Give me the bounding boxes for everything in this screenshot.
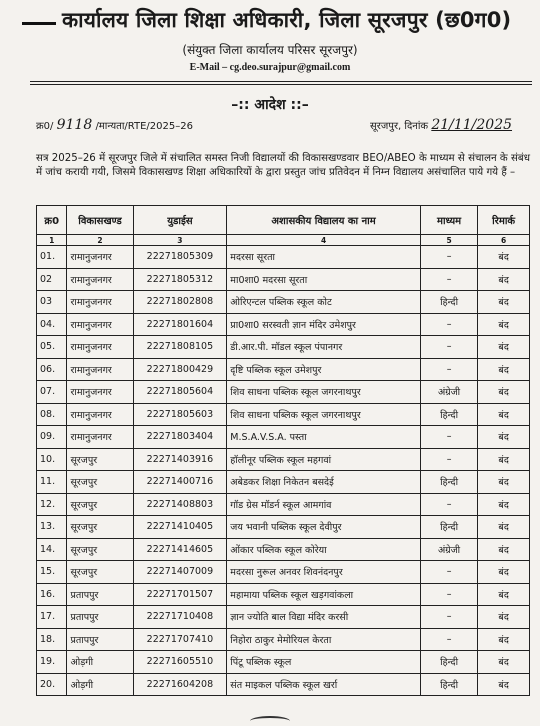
row-medium: – xyxy=(420,606,477,629)
table-row xyxy=(37,628,530,651)
row-sn: 03 xyxy=(37,291,67,314)
row-block: ओड़गी xyxy=(67,651,133,674)
row-sn: 19. xyxy=(37,651,67,674)
row-sn: 18. xyxy=(37,628,67,651)
row-medium: – xyxy=(420,358,477,381)
row-remark: बंद xyxy=(478,381,530,404)
closed-schools-table xyxy=(36,205,530,696)
col-number: 4 xyxy=(227,235,421,246)
table-row xyxy=(37,583,530,606)
row-udise: 22271407009 xyxy=(133,561,227,584)
row-block: रामानुजनगर xyxy=(67,246,133,269)
row-block: ओड़गी xyxy=(67,673,133,696)
row-sn: 10. xyxy=(37,448,67,471)
table-row xyxy=(37,651,530,674)
row-udise: 22271410405 xyxy=(133,516,227,539)
order-heading: –:: आदेश ::– xyxy=(231,97,309,113)
row-remark: बंद xyxy=(478,471,530,494)
table-row xyxy=(37,426,530,449)
col-header-udise: युडाईस xyxy=(133,206,227,235)
col-header-school-name: अशासकीय विद्यालय का नाम xyxy=(227,206,421,235)
row-school-name: मदरसा नुरूल अनवर शिवनंदनपुर xyxy=(227,561,421,584)
row-udise: 22271604208 xyxy=(133,673,227,696)
col-header-block: विकासखण्ड xyxy=(67,206,133,235)
row-udise: 22271808105 xyxy=(133,336,227,359)
row-block: सूरजपुर xyxy=(67,471,133,494)
row-block: प्रतापपुर xyxy=(67,606,133,629)
row-remark: बंद xyxy=(478,628,530,651)
row-sn: 09. xyxy=(37,426,67,449)
row-udise: 22271403916 xyxy=(133,448,227,471)
table-row xyxy=(37,561,530,584)
col-header-remark: रिमार्क xyxy=(478,206,530,235)
row-block: रामानुजनगर xyxy=(67,403,133,426)
row-block: सूरजपुर xyxy=(67,516,133,539)
row-sn: 12. xyxy=(37,493,67,516)
order-date xyxy=(370,117,512,133)
table-row xyxy=(37,381,530,404)
col-number: 1 xyxy=(37,235,67,246)
office-title: कार्यालय जिला शिक्षा अधिकारी, जिला सूरजपुर (छ0ग0) xyxy=(62,8,512,32)
table-row xyxy=(37,291,530,314)
row-medium: – xyxy=(420,628,477,651)
header-dash xyxy=(22,22,56,25)
row-remark: बंद xyxy=(478,493,530,516)
row-udise: 22271805312 xyxy=(133,268,227,291)
table-row xyxy=(37,313,530,336)
row-block: रामानुजनगर xyxy=(67,358,133,381)
table-row xyxy=(37,673,530,696)
row-remark: बंद xyxy=(478,651,530,674)
row-udise: 22271710408 xyxy=(133,606,227,629)
row-udise: 22271803404 xyxy=(133,426,227,449)
row-school-name: अबेडकर शिक्षा निकेतन बसदेई xyxy=(227,471,421,494)
row-remark: बंद xyxy=(478,358,530,381)
table-row xyxy=(37,336,530,359)
col-header-medium: माध्यम xyxy=(420,206,477,235)
row-remark: बंद xyxy=(478,403,530,426)
row-block: प्रतापपुर xyxy=(67,583,133,606)
row-remark: बंद xyxy=(478,606,530,629)
row-udise: 22271400716 xyxy=(133,471,227,494)
row-school-name: ओरिएन्टल पब्लिक स्कूल कोट xyxy=(227,291,421,314)
row-sn: 14. xyxy=(37,538,67,561)
row-school-name: संत माइकल पब्लिक स्कूल खर्रा xyxy=(227,673,421,696)
row-school-name: प्रा0शा0 सरस्वती ज्ञान मंदिर उमेशपुर xyxy=(227,313,421,336)
row-medium: हिन्दी xyxy=(420,651,477,674)
row-remark: बंद xyxy=(478,673,530,696)
row-remark: बंद xyxy=(478,336,530,359)
row-medium: – xyxy=(420,336,477,359)
row-medium: हिन्दी xyxy=(420,471,477,494)
col-header-sn: क्र0 xyxy=(37,206,67,235)
table-row xyxy=(37,358,530,381)
row-block: सूरजपुर xyxy=(67,538,133,561)
date-value: 21/11/2025 xyxy=(431,117,513,133)
row-school-name: हॉलीनूर पब्लिक स्कूल महगवां xyxy=(227,448,421,471)
table-row xyxy=(37,403,530,426)
row-remark: बंद xyxy=(478,583,530,606)
row-sn: 01. xyxy=(37,246,67,269)
row-udise: 22271805309 xyxy=(133,246,227,269)
col-number: 2 xyxy=(67,235,133,246)
table-row xyxy=(37,538,530,561)
row-medium: – xyxy=(420,246,477,269)
row-sn: 13. xyxy=(37,516,67,539)
row-udise: 22271701507 xyxy=(133,583,227,606)
row-school-name: ओंकार पब्लिक स्कूल कोरेया xyxy=(227,538,421,561)
row-remark: बंद xyxy=(478,313,530,336)
row-sn: 06. xyxy=(37,358,67,381)
row-medium: अंग्रेजी xyxy=(420,538,477,561)
date-prefix: सूरजपुर, दिनांक xyxy=(370,121,429,132)
row-remark: बंद xyxy=(478,291,530,314)
signature-mark-fragment xyxy=(250,716,290,726)
row-remark: बंद xyxy=(478,448,530,471)
row-block: रामानुजनगर xyxy=(67,291,133,314)
table-row xyxy=(37,471,530,494)
row-school-name: दृष्टि पब्लिक स्कूल उमेशपुर xyxy=(227,358,421,381)
table-column-numbers xyxy=(37,235,530,246)
row-medium: – xyxy=(420,583,477,606)
row-udise: 22271805604 xyxy=(133,381,227,404)
row-remark: बंद xyxy=(478,246,530,269)
header-rule xyxy=(30,81,532,82)
table-row xyxy=(37,516,530,539)
order-body-text: सत्र 2025–26 में सूरजपुर जिले में संचालित समस्त निजी विद्यालयों की विकासखण्डवार BEO/ABEO के माध्यम से संचालन के संबंध में जांच करायी गयी, जिसमे विकासखण्ड शिक्षा अधिकारियों के द्वारा प्रस्तुत जांच प्रतिवेदन में निम्न विद्यालय असंचालित पाये गये हैं – xyxy=(36,153,530,178)
row-medium: – xyxy=(420,493,477,516)
row-block: सूरजपुर xyxy=(67,561,133,584)
row-medium: – xyxy=(420,313,477,336)
row-school-name: शिव साधना पब्लिक स्कूल जगरनाथपुर xyxy=(227,381,421,404)
row-udise: 22271802808 xyxy=(133,291,227,314)
row-medium: हिन्दी xyxy=(420,403,477,426)
row-medium: – xyxy=(420,268,477,291)
table-row xyxy=(37,268,530,291)
row-sn: 05. xyxy=(37,336,67,359)
row-remark: बंद xyxy=(478,538,530,561)
row-school-name: पिंटू पब्लिक स्कूल xyxy=(227,651,421,674)
table-row xyxy=(37,606,530,629)
row-sn: 02 xyxy=(37,268,67,291)
row-udise: 22271800429 xyxy=(133,358,227,381)
office-subtitle: (संयुक्त जिला कार्यालय परिसर सूरजपुर) xyxy=(182,43,358,57)
row-school-name: M.S.A.V.S.A. पस्ता xyxy=(227,426,421,449)
header-rule-second xyxy=(30,84,532,85)
row-sn: 15. xyxy=(37,561,67,584)
row-block: रामानुजनगर xyxy=(67,426,133,449)
table-row xyxy=(37,493,530,516)
row-school-name: जय भवानी पब्लिक स्कूल देवीपुर xyxy=(227,516,421,539)
row-medium: – xyxy=(420,448,477,471)
row-sn: 08. xyxy=(37,403,67,426)
col-number: 6 xyxy=(478,235,530,246)
row-school-name: ज्ञान ज्योति बाल विद्या मंदिर करसी xyxy=(227,606,421,629)
row-remark: बंद xyxy=(478,426,530,449)
row-block: रामानुजनगर xyxy=(67,268,133,291)
row-udise: 22271707410 xyxy=(133,628,227,651)
row-udise: 22271801604 xyxy=(133,313,227,336)
table-row xyxy=(37,448,530,471)
office-email: E-Mail – cg.deo.surajpur@gmail.com xyxy=(189,62,351,73)
row-block: सूरजपुर xyxy=(67,493,133,516)
row-block: प्रतापपुर xyxy=(67,628,133,651)
row-sn: 04. xyxy=(37,313,67,336)
row-block: रामानुजनगर xyxy=(67,336,133,359)
row-medium: हिन्दी xyxy=(420,516,477,539)
row-block: रामानुजनगर xyxy=(67,381,133,404)
row-school-name: महामाया पब्लिक स्कूल खड़गवांकला xyxy=(227,583,421,606)
row-remark: बंद xyxy=(478,516,530,539)
row-school-name: मा0शा0 मदरसा सूरता xyxy=(227,268,421,291)
row-block: सूरजपुर xyxy=(67,448,133,471)
order-reference xyxy=(36,117,193,133)
table-header-row xyxy=(37,206,530,235)
row-remark: बंद xyxy=(478,561,530,584)
row-udise: 22271408803 xyxy=(133,493,227,516)
row-udise: 22271805603 xyxy=(133,403,227,426)
row-medium: – xyxy=(420,561,477,584)
row-medium: हिन्दी xyxy=(420,291,477,314)
row-sn: 16. xyxy=(37,583,67,606)
row-sn: 20. xyxy=(37,673,67,696)
row-school-name: गॉड ग्रेस मॉडर्न स्कूल आमगांव xyxy=(227,493,421,516)
row-school-name: शिव साधना पब्लिक स्कूल जगरनाथपुर xyxy=(227,403,421,426)
row-sn: 17. xyxy=(37,606,67,629)
row-udise: 22271414605 xyxy=(133,538,227,561)
row-udise: 22271605510 xyxy=(133,651,227,674)
row-school-name: डी.आर.पी. मॉडल स्कूल पंपानगर xyxy=(227,336,421,359)
col-number: 3 xyxy=(133,235,227,246)
ref-suffix: /मान्यता/RTE/2025–26 xyxy=(95,121,193,132)
row-medium: हिन्दी xyxy=(420,673,477,696)
col-number: 5 xyxy=(420,235,477,246)
row-school-name: निहोरा ठाकुर मेमोरियल केरता xyxy=(227,628,421,651)
row-remark: बंद xyxy=(478,268,530,291)
row-medium: अंग्रेजी xyxy=(420,381,477,404)
ref-number: 9118 xyxy=(56,117,93,133)
row-medium: – xyxy=(420,426,477,449)
ref-prefix: क्र0/ xyxy=(36,121,54,132)
row-sn: 07. xyxy=(37,381,67,404)
table-row xyxy=(37,246,530,269)
row-sn: 11. xyxy=(37,471,67,494)
row-block: रामानुजनगर xyxy=(67,313,133,336)
row-school-name: मदरसा सूरता xyxy=(227,246,421,269)
